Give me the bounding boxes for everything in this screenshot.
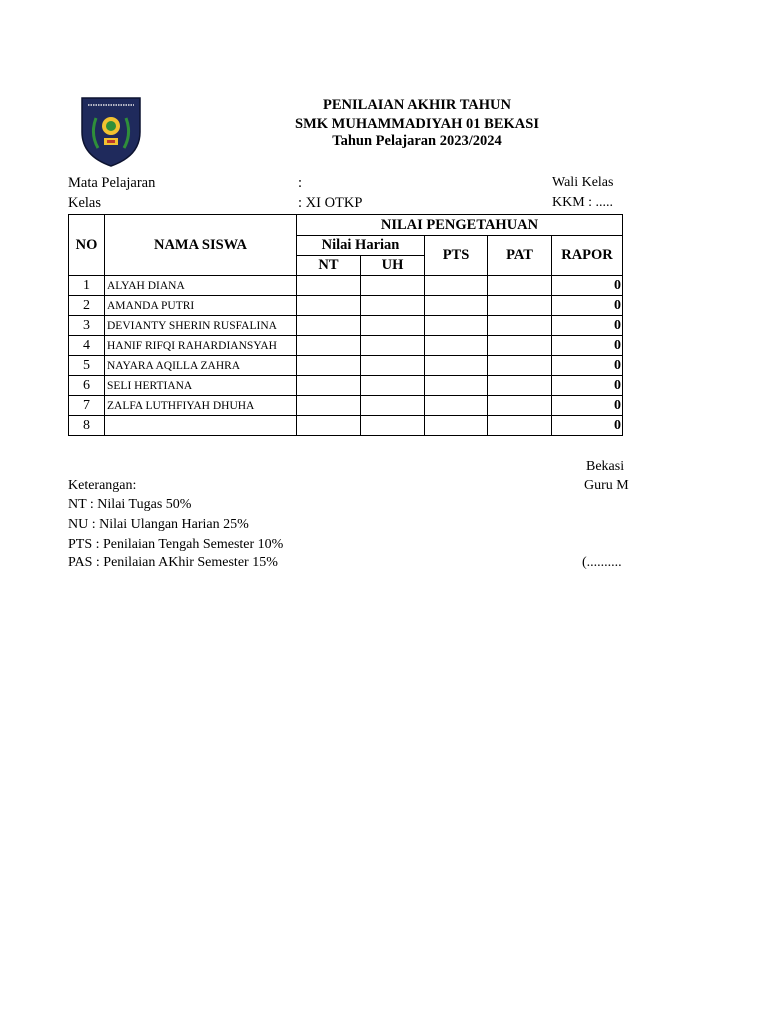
col-uh-header: UH — [361, 256, 425, 276]
pts-cell — [425, 356, 488, 376]
academic-year: Tahun Pelajaran 2023/2024 — [332, 133, 502, 149]
school-logo — [80, 94, 142, 168]
nt-cell — [297, 316, 361, 336]
uh-cell — [361, 296, 425, 316]
pts-cell — [425, 416, 488, 436]
notes-heading: Keterangan: — [68, 478, 137, 493]
signature-place: Bekasi — [586, 459, 625, 474]
pat-cell — [488, 356, 552, 376]
nt-cell — [297, 336, 361, 356]
pat-cell — [488, 336, 552, 356]
uh-cell — [361, 316, 425, 336]
uh-cell — [361, 276, 425, 296]
student-name: DEVIANTY SHERIN RUSFALINA — [105, 316, 297, 336]
subject-label: Mata Pelajaran — [68, 175, 156, 191]
uh-cell — [361, 336, 425, 356]
row-number: 3 — [69, 316, 105, 336]
nt-cell — [297, 416, 361, 436]
rapor-cell: 0 — [552, 396, 623, 416]
rapor-cell: 0 — [552, 316, 623, 336]
nt-cell — [297, 396, 361, 416]
table-row — [69, 276, 623, 296]
col-nt-header: NT — [297, 256, 361, 276]
note-pas: PAS : Penilaian AKhir Semester 15% — [68, 555, 278, 570]
table-row — [69, 356, 623, 376]
table-row — [69, 396, 623, 416]
pts-cell — [425, 316, 488, 336]
nt-cell — [297, 376, 361, 396]
table-row — [69, 336, 623, 356]
student-name: ALYAH DIANA — [105, 276, 297, 296]
col-name-header: NAMA SISWA — [105, 215, 297, 276]
student-name: NAYARA AQILLA ZAHRA — [105, 356, 297, 376]
pts-cell — [425, 396, 488, 416]
signature-role: Guru M — [584, 478, 629, 493]
table-row — [69, 316, 623, 336]
class-value: : XI OTKP — [298, 195, 363, 211]
student-name — [105, 416, 297, 436]
pat-cell — [488, 416, 552, 436]
col-no-header: NO — [69, 215, 105, 276]
school-name: SMK MUHAMMADIYAH 01 BEKASI — [295, 116, 539, 132]
subject-value: : — [298, 175, 303, 191]
table-row — [69, 416, 623, 436]
table-row — [69, 296, 623, 316]
student-name: ZALFA LUTHFIYAH DHUHA — [105, 396, 297, 416]
kkm-label: KKM : ..... — [552, 195, 614, 210]
row-number: 6 — [69, 376, 105, 396]
uh-cell — [361, 356, 425, 376]
pat-cell — [488, 396, 552, 416]
signature-name: (.......... — [582, 555, 622, 570]
pat-cell — [488, 376, 552, 396]
nt-cell — [297, 356, 361, 376]
pts-cell — [425, 296, 488, 316]
rapor-cell: 0 — [552, 276, 623, 296]
rapor-cell: 0 — [552, 356, 623, 376]
pat-cell — [488, 296, 552, 316]
row-number: 7 — [69, 396, 105, 416]
rapor-cell: 0 — [552, 336, 623, 356]
note-nu: NU : Nilai Ulangan Harian 25% — [68, 517, 249, 532]
rapor-cell: 0 — [552, 416, 623, 436]
grades-table — [68, 214, 623, 436]
row-number: 8 — [69, 416, 105, 436]
uh-cell — [361, 416, 425, 436]
student-name: SELI HERTIANA — [105, 376, 297, 396]
knowledge-score-header: NILAI PENGETAHUAN — [297, 215, 623, 236]
row-number: 1 — [69, 276, 105, 296]
class-label: Kelas — [68, 195, 102, 211]
student-name: HANIF RIFQI RAHARDIANSYAH — [105, 336, 297, 356]
col-pat-header: PAT — [488, 236, 552, 276]
report-title: PENILAIAN AKHIR TAHUN — [323, 97, 511, 113]
uh-cell — [361, 376, 425, 396]
nt-cell — [297, 276, 361, 296]
nt-cell — [297, 296, 361, 316]
homeroom-label: Wali Kelas — [552, 175, 614, 190]
pts-cell — [425, 276, 488, 296]
note-pts: PTS : Penilaian Tengah Semester 10% — [68, 537, 284, 552]
uh-cell — [361, 396, 425, 416]
pts-cell — [425, 376, 488, 396]
student-name: AMANDA PUTRI — [105, 296, 297, 316]
rapor-cell: 0 — [552, 376, 623, 396]
row-number: 2 — [69, 296, 105, 316]
table-row — [69, 376, 623, 396]
pat-cell — [488, 316, 552, 336]
col-pts-header: PTS — [425, 236, 488, 276]
row-number: 4 — [69, 336, 105, 356]
pts-cell — [425, 336, 488, 356]
row-number: 5 — [69, 356, 105, 376]
note-nt: NT : Nilai Tugas 50% — [68, 497, 192, 512]
pat-cell — [488, 276, 552, 296]
col-rapor-header: RAPOR — [552, 236, 623, 276]
rapor-cell: 0 — [552, 296, 623, 316]
daily-score-header: Nilai Harian — [297, 236, 425, 256]
